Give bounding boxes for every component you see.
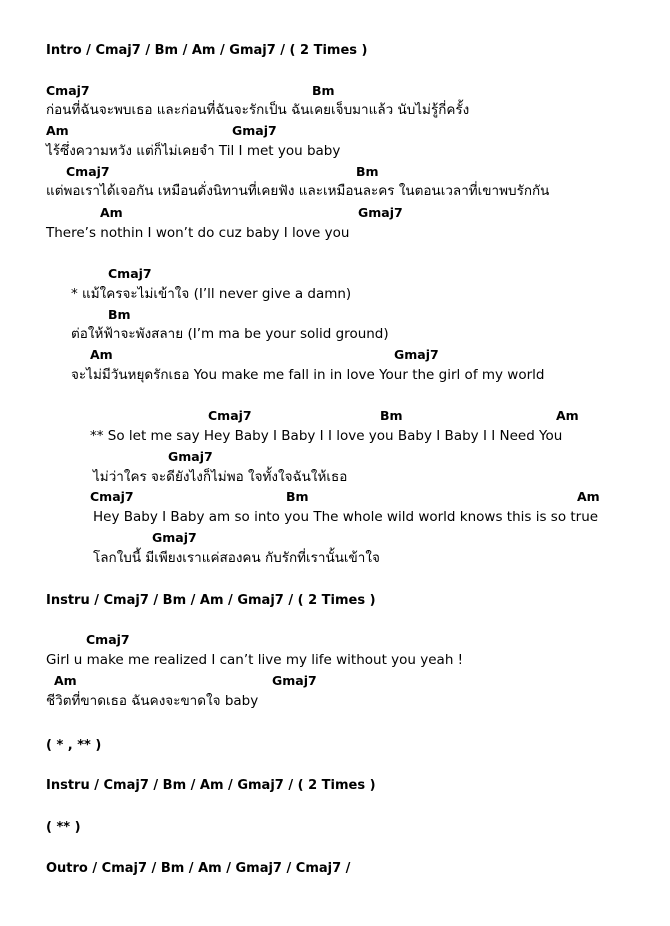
chord-gmaj7: Gmaj7 (358, 205, 403, 220)
chord-am: Am (577, 489, 600, 504)
outro-line: Outro / Cmaj7 / Bm / Am / Gmaj7 / Cmaj7 / (46, 861, 351, 876)
chord-cmaj7: Cmaj7 (208, 408, 252, 423)
chord-gmaj7: Gmaj7 (232, 123, 277, 138)
chord-am: Am (46, 123, 69, 138)
chord-gmaj7: Gmaj7 (272, 673, 317, 688)
lyric-line: Hey Baby I Baby am so into you The whole wild world knows this is so true (93, 509, 599, 525)
chord-cmaj7: Cmaj7 (90, 489, 134, 504)
chord-cmaj7: Cmaj7 (46, 83, 90, 98)
chord-bm: Bm (108, 307, 131, 322)
lyric-line: * แม้ใครจะไม่เข้าใจ (I’ll never give a damn) (71, 286, 352, 302)
chord-am: Am (54, 673, 77, 688)
instru-line: Instru / Cmaj7 / Bm / Am / Gmaj7 / ( 2 Times ) (46, 593, 376, 608)
lyric-line: ก่อนที่ฉันจะพบเธอ และก่อนที่ฉันจะรักเป็น ฉันเคยเจ็บมาแล้ว นับไม่รู้กี่ครั้ง (46, 102, 470, 118)
chord-cmaj7: Cmaj7 (86, 632, 130, 647)
lyric-line: There’s nothin I won’t do cuz baby I love you (46, 225, 350, 241)
lyric-line: ต่อให้ฟ้าจะพังสลาย (I’m ma be your solid ground) (71, 326, 389, 342)
intro-line: Intro / Cmaj7 / Bm / Am / Gmaj7 / ( 2 Times ) (46, 43, 368, 58)
chord-bm: Bm (380, 408, 403, 423)
chord-am: Am (100, 205, 123, 220)
lyric-line: จะไม่มีวันหยุดรักเธอ You make me fall in in love Your the girl of my world (71, 367, 545, 383)
lyric-line: โลกใบนี้ มีเพียงเราแค่สองคน กับรักที่เรานั้นเข้าใจ (93, 550, 380, 566)
chord-bm: Bm (356, 164, 379, 179)
chord-am: Am (556, 408, 579, 423)
repeat-marker: ( ** ) (46, 820, 81, 835)
chord-bm: Bm (286, 489, 309, 504)
lyric-line: ชีวิตที่ขาดเธอ ฉันคงจะขาดใจ baby (46, 693, 259, 709)
lyric-line: แต่พอเราได้เจอกัน เหมือนดั่งนิทานที่เคยฟัง และเหมือนละคร ในตอนเวลาที่เขาพบรักกัน (46, 183, 550, 199)
chord-gmaj7: Gmaj7 (152, 530, 197, 545)
instru-line: Instru / Cmaj7 / Bm / Am / Gmaj7 / ( 2 Times ) (46, 778, 376, 793)
chord-am: Am (90, 347, 113, 362)
lyric-line: Girl u make me realized I can’t live my life without you yeah ! (46, 652, 464, 668)
lyric-line: ไม่ว่าใคร จะดียังไงก็ไม่พอ ใจทั้งใจฉันให้เธอ (93, 469, 348, 485)
chord-cmaj7: Cmaj7 (66, 164, 110, 179)
lyric-line: ไร้ซึ่งความหวัง แต่ก็ไม่เคยจำ Til I met you baby (46, 143, 341, 159)
lyric-line: ** So let me say Hey Baby I Baby I I love you Baby I Baby I I Need You (90, 428, 563, 444)
repeat-marker: ( * , ** ) (46, 738, 102, 753)
chord-cmaj7: Cmaj7 (108, 266, 152, 281)
chord-bm: Bm (312, 83, 335, 98)
chord-gmaj7: Gmaj7 (168, 449, 213, 464)
chord-gmaj7: Gmaj7 (394, 347, 439, 362)
